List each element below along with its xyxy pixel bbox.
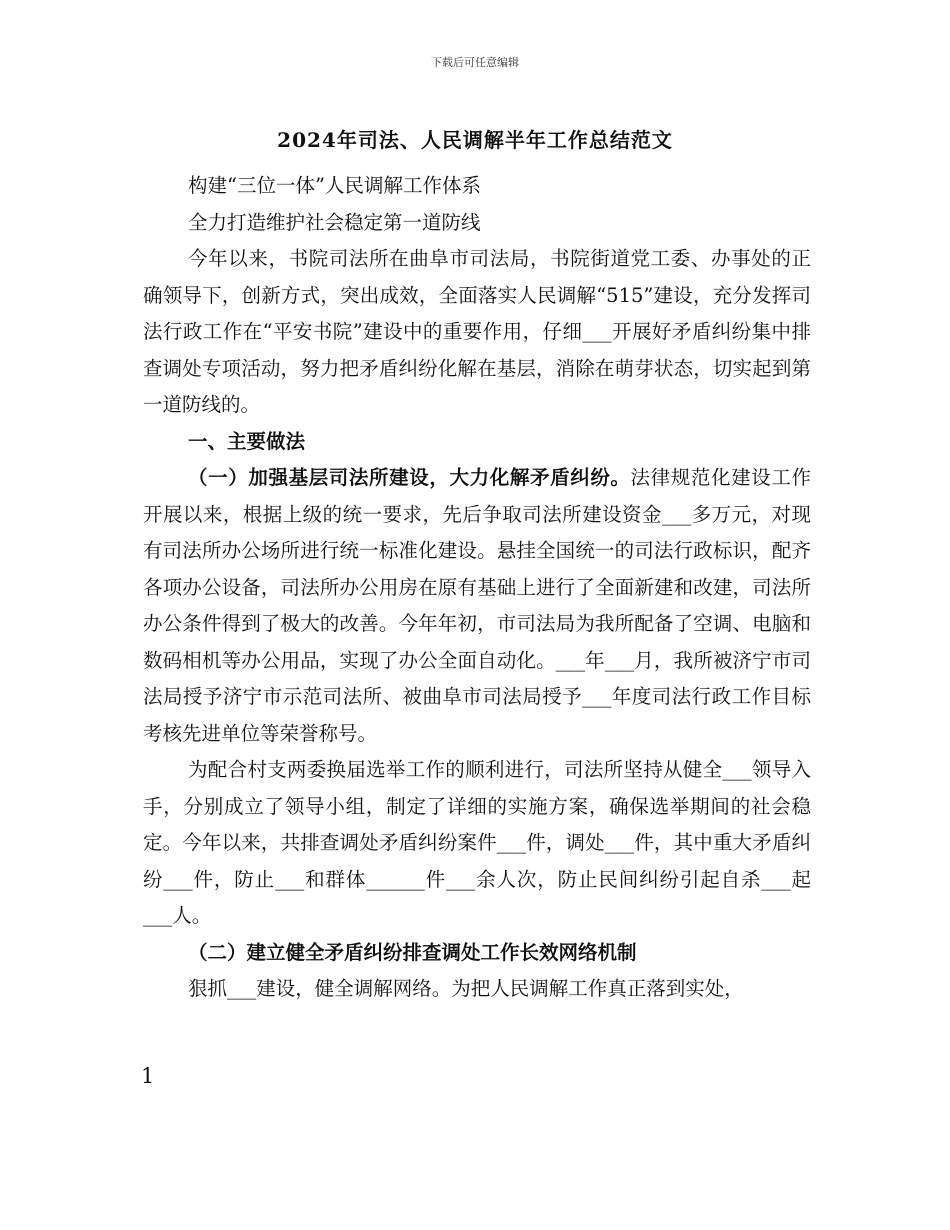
document-body xyxy=(143,168,811,1008)
subtitle-line-1: 构建“三位一体”人民调解工作体系 xyxy=(188,174,481,197)
intro-paragraph: 今年以来，书院司法所在曲阜市司法局，书院街道党工委、办事处的正确领导下，创新方式，突出成效，全面落实人民调解“515”建设，充分发挥司法行政工作在“平安书院”建设中的重要作用，仔细___开展好矛盾纠纷集中排查调处专项活动，努力把矛盾纠纷化解在基层，消除在萌芽状态，切实起到第一道防线的。 xyxy=(143,247,811,416)
subsection-heading-1: （一）加强基层司法所建设，大力化解矛盾纠纷。 xyxy=(188,466,631,489)
subsection-1-paragraph xyxy=(143,460,811,752)
subtitle-line-2: 全力打造维护社会稳定第一道防线 xyxy=(188,210,481,234)
page-number: 1 xyxy=(141,1064,155,1088)
subsection-heading-2: （二）建立健全矛盾纠纷排查调处工作长效网络机制 xyxy=(188,940,637,964)
paragraph-3: 狠抓___建设，健全调解网络。为把人民调解工作真正落到实处， xyxy=(188,977,744,1000)
document-title: 2024年司法、人民调解半年工作总结范文 xyxy=(277,128,673,152)
section-heading-1: 一、主要做法 xyxy=(188,429,306,453)
subsection-1-text: 法律规范化建设工作开展以来，根据上级的统一要求，先后争取司法所建设资金___多万元，对现有司法所办公场所进行统一标准化建设。悬挂全国统一的司法行政标识，配齐各项办公设备，司法所办公用房在原有基础上进行了全面新建和改建，司法所办公条件得到了极大的改善。今年年初，市司法局为我所配备了空调、电脑和数码相机等办公用品，实现了办公全面自动化。___年___月，我所被济宁市司法局授予济宁市示范司法所、被曲阜市司法局授予___年度司法行政工作目标考核先进单位等荣誉称号。 xyxy=(143,466,811,745)
paragraph-2: 为配合村支两委换届选举工作的顺利进行，司法所坚持从健全___领导入手，分别成立了领导小组，制定了详细的实施方案，确保选举期间的社会稳定。今年以来，共排查调处矛盾纠纷案件___件，调处___件，其中重大矛盾纠纷___件，防止___和群体______件___余人次，防止民间纠纷引起自杀___起___人。 xyxy=(143,758,811,927)
header-note: 下载后可任意编辑 xyxy=(431,56,519,69)
